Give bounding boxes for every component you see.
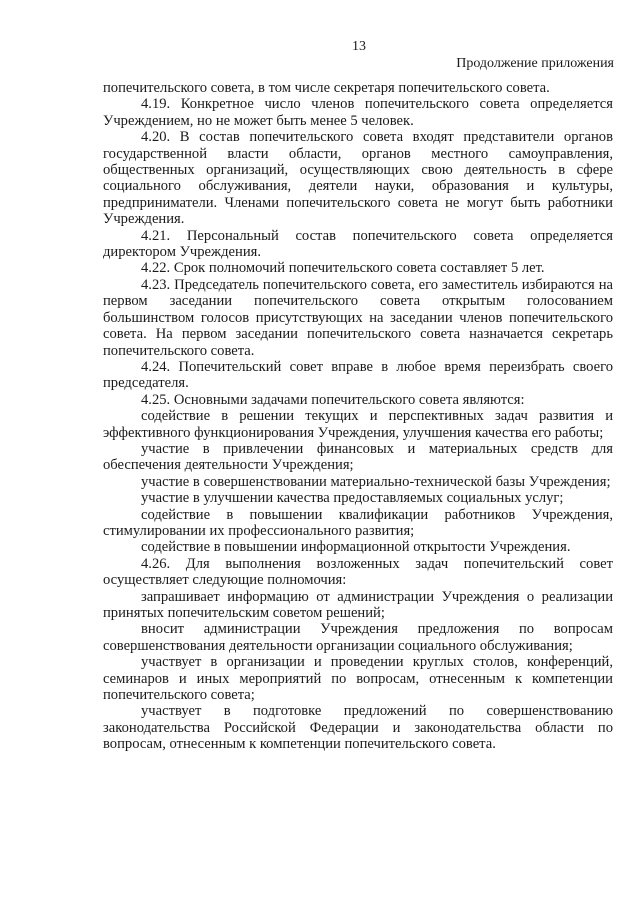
- paragraph-4-25: 4.25. Основными задачами попечительского совета являются:: [141, 391, 525, 408]
- paragraph-4-24: 4.24. Попечительский совет вправе в любое время переизбрать своего председателя.: [103, 358, 613, 392]
- paragraph-4-26: 4.26. Для выполнения возложенных задач попечительский совет осуществляет следующие полномочия:: [103, 555, 613, 589]
- power-item: вносит администрации Учреждения предложения по вопросам совершенствования деятельности организации социального обслуживания;: [103, 621, 613, 654]
- power-item: участвует в организации и проведении круглых столов, конференций, семинаров и иных мероприятий по вопросам, отнесенным к компетенции попечительского совета;: [103, 654, 613, 704]
- task-item: содействие в решении текущих и перспективных задач развития и эффективного функционирования Учреждения, улучшения качества его работы;: [103, 408, 613, 441]
- task-item: участие в совершенствовании материально-технической базы Учреждения;: [141, 473, 611, 490]
- page-number: 13: [352, 39, 366, 54]
- paragraph-4-19: 4.19. Конкретное число членов попечительского совета определяется Учреждением, но не может быть менее 5 человек.: [103, 96, 613, 129]
- task-item: содействие в повышении квалификации работников Учреждения, стимулировании их профессионального развития;: [103, 506, 613, 539]
- task-item: содействие в повышении информационной открытости Учреждения.: [141, 539, 571, 556]
- paragraph-4-21: 4.21. Персональный состав попечительского совета определяется директором Учреждения.: [103, 227, 613, 261]
- paragraph-continued: попечительского совета, в том числе секретаря попечительского совета.: [103, 80, 550, 96]
- power-item: запрашивает информацию от администрации Учреждения о реализации принятых попечительским советом решений;: [103, 588, 613, 621]
- task-item: участие в привлечении финансовых и материальных средств для обеспечения деятельности Учреждения;: [103, 440, 613, 474]
- paragraph-4-22: 4.22. Срок полномочий попечительского совета составляет 5 лет.: [141, 260, 545, 277]
- task-item: участие в улучшении качества предоставляемых социальных услуг;: [141, 490, 564, 507]
- paragraph-4-20: 4.20. В состав попечительского совета входят представители органов государственной власти области, органов местного самоуправления, общественных организаций, осуществляющих свою деятельность в сфере социального обслуживания, деятели науки, образования и культуры, предприниматели. Членами попечительского совета не могут быть работники Учреждения.: [103, 129, 613, 228]
- document-body: [103, 80, 613, 753]
- continuation-note: Продолжение приложения: [456, 56, 614, 71]
- power-item: участвует в подготовке предложений по совершенствованию законодательства Российской Федерации и законодательства области по вопросам, отнесенным к компетенции попечительского совета.: [103, 703, 613, 753]
- paragraph-4-23: 4.23. Председатель попечительского совета, его заместитель избираются на первом заседании попечительского совета открытым голосованием большинством голосов присутствующих на заседании членов попечительского совета. На первом заседании попечительского совета назначается секретарь попечительского совета.: [103, 276, 613, 359]
